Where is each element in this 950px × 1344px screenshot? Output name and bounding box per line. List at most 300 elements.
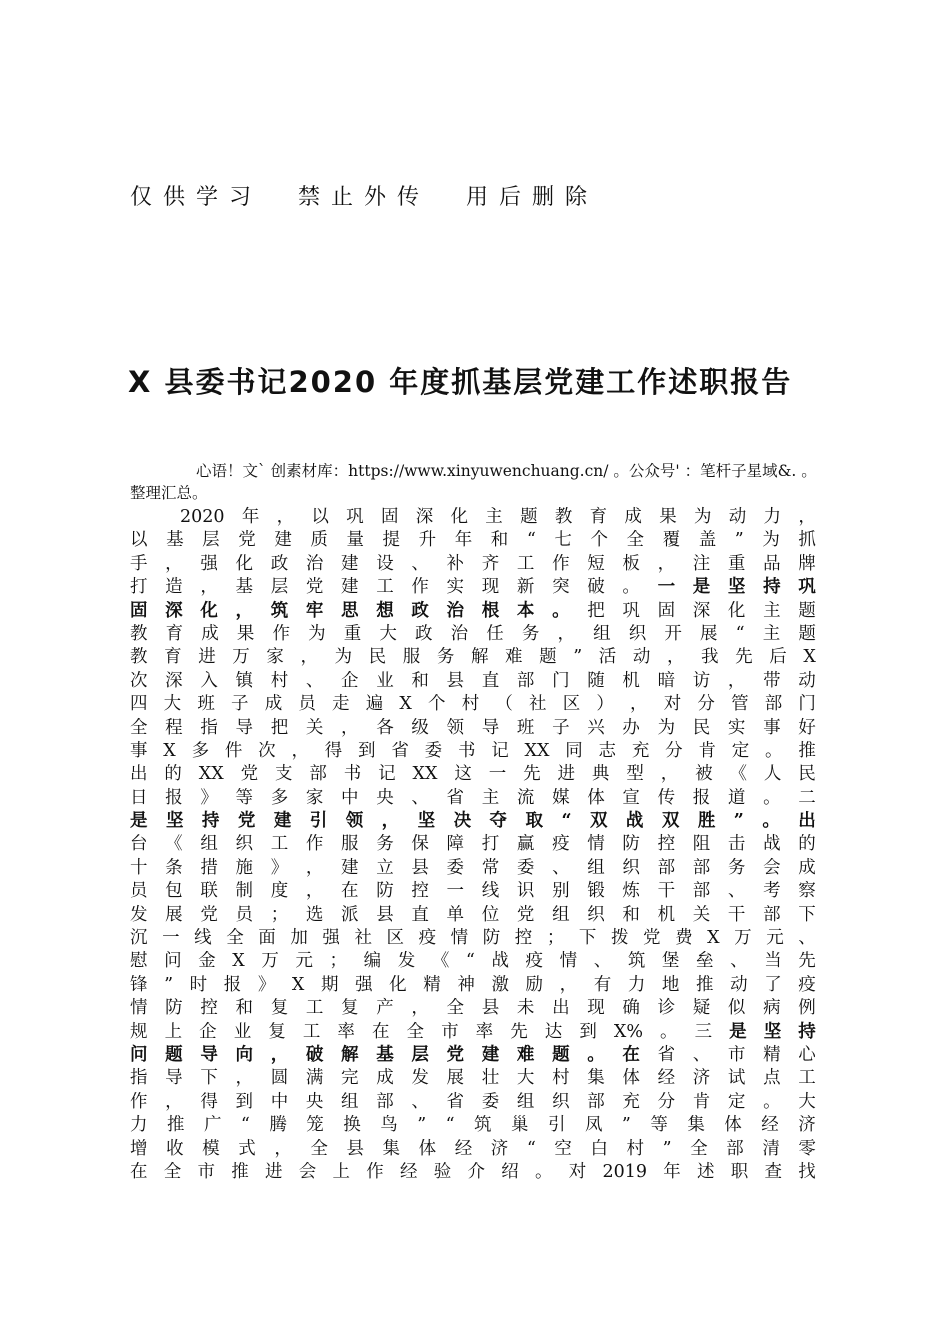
body-glyph: 清: [762, 1138, 780, 1159]
body-glyph: 面: [258, 928, 276, 949]
body-glyph: 察: [798, 881, 816, 902]
body-glyph: 区: [386, 928, 404, 949]
body-glyph: 建: [274, 530, 292, 551]
body-glyph: 建: [481, 1044, 500, 1065]
body-line: [130, 1044, 816, 1067]
body-glyph: 服: [402, 647, 421, 668]
body-glyph: 确: [622, 998, 640, 1019]
body-glyph: 、: [411, 787, 429, 808]
body-glyph: 深: [415, 507, 434, 527]
body-line: [130, 600, 816, 623]
body-glyph: 以: [311, 507, 329, 527]
body-glyph: 板: [622, 553, 640, 574]
body-glyph: 情: [559, 951, 578, 972]
body-glyph: 开: [664, 623, 682, 644]
body-glyph: 书: [457, 740, 476, 761]
body-glyph: 导: [235, 717, 254, 738]
body-glyph: 措: [200, 857, 218, 878]
body-glyph: 壮: [481, 1068, 500, 1089]
body-glyph: 向: [235, 1044, 254, 1065]
body-glyph: 2020: [180, 507, 225, 527]
body-glyph: 情: [130, 998, 148, 1019]
body-line: [130, 623, 816, 646]
body-glyph: 同: [565, 740, 583, 761]
body-glyph: “: [526, 1138, 536, 1159]
body-glyph: 到: [235, 1091, 254, 1112]
usage-notice: 仅供学习 禁止外传 用后删除: [130, 185, 598, 210]
body-glyph: 试: [727, 1068, 746, 1089]
body-glyph: ，: [798, 507, 816, 527]
body-glyph: 题: [520, 507, 538, 527]
body-glyph: 筑: [627, 951, 646, 972]
body-glyph: 到: [579, 1021, 597, 1042]
body-glyph: 报: [223, 974, 242, 995]
body-glyph: ，: [270, 1044, 289, 1065]
body-glyph: 在: [371, 1021, 390, 1042]
body-glyph: 问: [164, 951, 182, 972]
body-glyph: 进: [557, 764, 576, 785]
body-glyph: 广: [203, 1115, 222, 1136]
body-glyph: 率: [337, 1021, 355, 1042]
body-glyph: 治: [446, 600, 465, 621]
body-glyph: X: [232, 951, 245, 972]
body-glyph: ”: [734, 530, 744, 551]
body-glyph: 慰: [130, 951, 148, 972]
body-glyph: 县: [411, 857, 429, 878]
body-glyph: 大: [379, 623, 397, 644]
body-glyph: 题: [552, 1044, 570, 1065]
body-glyph: 台: [130, 834, 148, 855]
body-glyph: 一: [162, 928, 180, 949]
body-glyph: 是: [130, 811, 148, 832]
body-glyph: 职: [730, 1161, 749, 1182]
body-glyph: 情: [450, 928, 469, 949]
body-glyph: “: [240, 1115, 250, 1136]
body-line: [130, 717, 816, 740]
body-glyph: 建: [273, 811, 292, 832]
body-glyph: 对: [663, 694, 682, 715]
body-glyph: X: [803, 647, 816, 668]
body-glyph: 拨: [610, 928, 629, 949]
body-glyph: 选: [305, 904, 324, 925]
body-glyph: 造: [165, 577, 183, 598]
body-glyph: 部: [516, 670, 535, 691]
body-glyph: 、: [552, 857, 570, 878]
body-glyph: 报: [692, 787, 711, 808]
body-glyph: 的: [164, 764, 182, 785]
body-glyph: “: [526, 530, 536, 551]
body-glyph: 县: [481, 998, 500, 1019]
body-glyph: 常: [481, 857, 500, 878]
body-glyph: 等: [650, 1115, 668, 1136]
body-glyph: 验: [433, 1161, 452, 1182]
body-glyph: 腾: [269, 1115, 287, 1136]
body-glyph: 领: [345, 811, 364, 832]
body-glyph: 党: [446, 1044, 465, 1065]
body-glyph: ，: [630, 694, 648, 715]
body-glyph: 务: [376, 834, 394, 855]
body-glyph: 大: [163, 694, 182, 715]
body-glyph: 会: [763, 857, 781, 878]
body-line: [130, 646, 816, 669]
body-glyph: 组: [552, 904, 570, 925]
body-glyph: 省: [391, 740, 409, 761]
body-glyph: 强: [355, 974, 373, 995]
body-glyph: 推: [231, 1161, 249, 1182]
body-glyph: ，: [381, 811, 400, 832]
body-glyph: 的: [798, 834, 816, 855]
body-glyph: 难: [516, 1044, 535, 1065]
body-glyph: 建: [341, 553, 359, 574]
body-glyph: 地: [661, 974, 680, 995]
body-glyph: 记: [491, 740, 509, 761]
body-glyph: 神: [457, 974, 475, 995]
body-glyph: 委: [424, 740, 443, 761]
body-glyph: 政: [270, 553, 289, 574]
body-glyph: 经: [761, 1115, 779, 1136]
body-glyph: 防: [482, 928, 501, 949]
body-glyph: 志: [598, 740, 617, 761]
body-glyph: 级: [411, 717, 429, 738]
body-glyph: 阻: [692, 834, 711, 855]
body-glyph: ，: [165, 1091, 183, 1112]
body-glyph: 党: [643, 928, 661, 949]
body-glyph: 提: [382, 530, 401, 551]
body-glyph: 为: [334, 647, 353, 668]
body-glyph: 省: [446, 787, 465, 808]
body-glyph: 为: [308, 623, 326, 644]
body-glyph: 坚: [727, 577, 746, 598]
body-glyph: 织: [622, 857, 640, 878]
body-glyph: 委: [516, 857, 535, 878]
body-glyph: ，: [341, 717, 359, 738]
body-glyph: “: [735, 623, 745, 644]
body-glyph: 被: [695, 764, 713, 785]
body-glyph: 发: [411, 1068, 429, 1089]
body-glyph: 关: [305, 717, 324, 738]
body-glyph: 教: [130, 647, 148, 668]
body-glyph: 《: [431, 951, 450, 972]
body-glyph: 体: [418, 1138, 437, 1159]
body-glyph: 织: [628, 623, 647, 644]
body-glyph: 班: [516, 717, 535, 738]
body-glyph: 基: [235, 577, 254, 598]
body-glyph: 增: [130, 1138, 148, 1159]
body-glyph: 固: [130, 600, 148, 621]
body-glyph: 收: [166, 1138, 184, 1159]
body-glyph: 班: [197, 694, 215, 715]
body-glyph: 治: [450, 623, 469, 644]
body-glyph: 得: [200, 1091, 218, 1112]
body-line: [130, 1021, 816, 1044]
body-glyph: 化: [200, 600, 218, 621]
body-glyph: 党: [237, 811, 256, 832]
body-glyph: 为: [693, 507, 712, 527]
body-glyph: 包: [165, 881, 183, 902]
body-glyph: 万: [734, 928, 752, 949]
body-glyph: 进: [198, 647, 216, 668]
body-glyph: 坚: [165, 811, 184, 832]
body-glyph: 产: [376, 998, 394, 1019]
body-glyph: 炼: [622, 881, 640, 902]
body-glyph: 下: [798, 904, 816, 925]
body-glyph: 想: [376, 600, 394, 621]
body-glyph: 在: [622, 1044, 640, 1065]
body-glyph: 大: [516, 1068, 535, 1089]
body-glyph: ”: [662, 1138, 672, 1159]
body-glyph: 加: [290, 928, 308, 949]
body-glyph: 层: [411, 1044, 429, 1065]
body-glyph: 找: [798, 1161, 816, 1182]
body-glyph: ；: [270, 904, 289, 925]
body-glyph: 访: [692, 670, 711, 691]
body-glyph: 工: [302, 1021, 321, 1042]
body-glyph: 干: [727, 904, 746, 925]
body-glyph: 力: [130, 1115, 148, 1136]
body-glyph: 手: [130, 553, 148, 574]
body-line: [130, 833, 816, 856]
body-glyph: 精: [423, 974, 441, 995]
body-glyph: 县: [446, 670, 465, 691]
body-glyph: 工: [270, 834, 289, 855]
body-glyph: 、: [593, 951, 612, 972]
body-glyph: 育: [164, 647, 182, 668]
body-glyph: 组: [587, 857, 605, 878]
body-glyph: 年: [241, 507, 260, 527]
body-glyph: 全: [446, 998, 465, 1019]
body-glyph: ，: [235, 1068, 254, 1089]
body-glyph: 社: [529, 694, 547, 715]
body-glyph: 抓: [798, 530, 816, 551]
body-glyph: 进: [265, 1161, 283, 1182]
body-glyph: 织: [587, 904, 605, 925]
body-glyph: 集: [687, 1115, 705, 1136]
body-glyph: 胜: [697, 811, 716, 832]
body-glyph: 多: [270, 787, 289, 808]
body-line: [130, 904, 816, 927]
body-glyph: ，: [235, 600, 254, 621]
body-glyph: 流: [516, 787, 535, 808]
body-glyph: 业: [376, 670, 394, 691]
body-glyph: 成: [264, 694, 283, 715]
body-glyph: 补: [446, 553, 465, 574]
body-glyph: 笼: [306, 1115, 324, 1136]
body-glyph: 在: [130, 1161, 148, 1182]
body-glyph: ，: [276, 507, 295, 527]
body-glyph: 防: [376, 881, 394, 902]
body-glyph: 直: [481, 670, 500, 691]
body-glyph: 育: [165, 623, 184, 644]
body-glyph: “: [445, 1115, 455, 1136]
body-line: [130, 857, 816, 880]
body-glyph: 题: [539, 647, 557, 668]
body-glyph: 主: [762, 623, 781, 644]
body-glyph: 牌: [798, 553, 816, 574]
body-glyph: 。: [622, 577, 640, 598]
body-glyph: 党: [200, 904, 218, 925]
body-glyph: 覆: [662, 530, 681, 551]
body-glyph: 思: [341, 600, 359, 621]
body-glyph: 先: [523, 764, 541, 785]
body-glyph: 直: [411, 904, 429, 925]
body-glyph: 部: [657, 857, 676, 878]
body-glyph: 心: [798, 1044, 816, 1065]
body-glyph: 品: [763, 553, 781, 574]
body-glyph: 务: [436, 647, 455, 668]
body-glyph: 村: [552, 1068, 570, 1089]
body-glyph: ，: [666, 647, 685, 668]
body-glyph: 疫: [798, 974, 816, 995]
body-glyph: 民: [798, 764, 816, 785]
body-glyph: 主: [485, 507, 503, 527]
body-glyph: 是: [692, 577, 711, 598]
body-glyph: 个: [590, 530, 608, 551]
body-glyph: 组: [516, 1091, 535, 1112]
body-glyph: 达: [544, 1021, 563, 1042]
body-glyph: 垒: [696, 951, 714, 972]
body-glyph: 门: [798, 694, 816, 715]
body-line: [130, 670, 816, 693]
body-glyph: 年: [454, 530, 473, 551]
body-glyph: 镇: [235, 670, 254, 691]
body-glyph: ，: [291, 740, 309, 761]
body-line: [130, 740, 816, 763]
body-glyph: 工: [305, 998, 324, 1019]
body-glyph: 主: [481, 787, 500, 808]
body-glyph: 。: [587, 1044, 605, 1065]
body-glyph: 三: [694, 1021, 713, 1042]
body-glyph: 、: [411, 1091, 429, 1112]
body-glyph: 经: [454, 1138, 473, 1159]
body-glyph: 教: [554, 507, 573, 527]
body-glyph: 升: [418, 530, 437, 551]
body-glyph: （: [495, 694, 513, 715]
body-glyph: ；: [546, 928, 565, 949]
body-glyph: 党: [305, 577, 324, 598]
body-glyph: 全: [626, 530, 645, 551]
body-glyph: 实: [727, 717, 746, 738]
body-glyph: 入: [200, 670, 218, 691]
body-glyph: 防: [622, 834, 640, 855]
body-glyph: 深: [165, 670, 183, 691]
body-glyph: 教: [130, 623, 148, 644]
body-glyph: 随: [587, 670, 605, 691]
body-glyph: X: [707, 928, 720, 949]
body-glyph: 持: [763, 577, 781, 598]
body-glyph: 》: [257, 974, 276, 995]
body-line: [130, 1114, 816, 1137]
body-glyph: 是: [729, 1021, 747, 1042]
body-glyph: 质: [310, 530, 328, 551]
body-glyph: 万: [261, 951, 279, 972]
body-glyph: 和: [411, 670, 429, 691]
body-glyph: 得: [324, 740, 343, 761]
body-glyph: 市: [727, 1044, 746, 1065]
body-glyph: 别: [552, 881, 570, 902]
body-glyph: ，: [411, 998, 429, 1019]
body-glyph: 部: [726, 1138, 744, 1159]
body-glyph: X: [163, 740, 176, 761]
body-glyph: 疑: [692, 998, 711, 1019]
body-glyph: ，: [200, 577, 218, 598]
body-glyph: 我: [701, 647, 719, 668]
body-glyph: 发: [130, 904, 148, 925]
body-glyph: 导: [481, 717, 500, 738]
body-glyph: 部: [692, 881, 711, 902]
body-glyph: 机: [622, 670, 640, 691]
body-glyph: 层: [202, 530, 220, 551]
body-glyph: 和: [490, 530, 509, 551]
body-glyph: 动: [798, 670, 816, 691]
body-glyph: 作: [305, 834, 324, 855]
body-glyph: 坚: [763, 1021, 782, 1042]
body-glyph: 育: [589, 507, 608, 527]
body-glyph: 推: [798, 740, 816, 761]
body-glyph: 日: [130, 787, 148, 808]
body-glyph: 社: [354, 928, 372, 949]
body-glyph: 零: [798, 1138, 816, 1159]
body-glyph: 线: [481, 881, 500, 902]
body-glyph: 组: [593, 623, 611, 644]
body-glyph: 员: [298, 694, 316, 715]
body-glyph: 充: [622, 1091, 640, 1112]
body-glyph: 基: [166, 530, 184, 551]
body-glyph: 办: [622, 717, 640, 738]
body-glyph: 部: [587, 1091, 605, 1112]
body-glyph: ”: [573, 647, 583, 668]
body-glyph: ，: [657, 553, 676, 574]
body-glyph: 。: [763, 787, 781, 808]
body-glyph: 上: [164, 1021, 183, 1042]
body-glyph: 牢: [305, 600, 324, 621]
body-glyph: 事: [130, 740, 148, 761]
body-glyph: 企: [341, 670, 359, 691]
body-glyph: 战: [625, 811, 644, 832]
body-glyph: 机: [657, 904, 676, 925]
body-glyph: 经: [400, 1161, 418, 1182]
body-glyph: 基: [376, 1044, 394, 1065]
body-glyph: 未: [516, 998, 535, 1019]
body-glyph: 和: [622, 904, 640, 925]
body-glyph: 成: [201, 623, 219, 644]
body-glyph: 绍: [501, 1161, 519, 1182]
body-glyph: 复: [268, 1021, 286, 1042]
body-glyph: 织: [235, 834, 254, 855]
body-glyph: 。: [660, 1021, 678, 1042]
body-glyph: 、: [730, 951, 748, 972]
body-glyph: 任: [486, 623, 504, 644]
body-glyph: 疫: [525, 951, 544, 972]
body-glyph: 分: [665, 740, 683, 761]
body-glyph: 战: [763, 834, 781, 855]
body-glyph: 全: [690, 1138, 708, 1159]
body-glyph: 病: [763, 998, 781, 1019]
body-glyph: 委: [481, 1091, 500, 1112]
body-glyph: 肯: [698, 740, 716, 761]
body-glyph: 果: [659, 507, 677, 527]
body-glyph: 决: [453, 811, 472, 832]
body-glyph: 推: [166, 1115, 185, 1136]
body-line: [130, 810, 816, 833]
body-glyph: 展: [446, 1068, 465, 1089]
body-glyph: 战: [491, 951, 509, 972]
body-line: [130, 974, 816, 997]
body-glyph: 务: [521, 623, 540, 644]
body-glyph: 县: [376, 904, 394, 925]
body-line: [130, 1091, 816, 1114]
body-glyph: 注: [692, 553, 711, 574]
body-glyph: 重: [343, 623, 362, 644]
